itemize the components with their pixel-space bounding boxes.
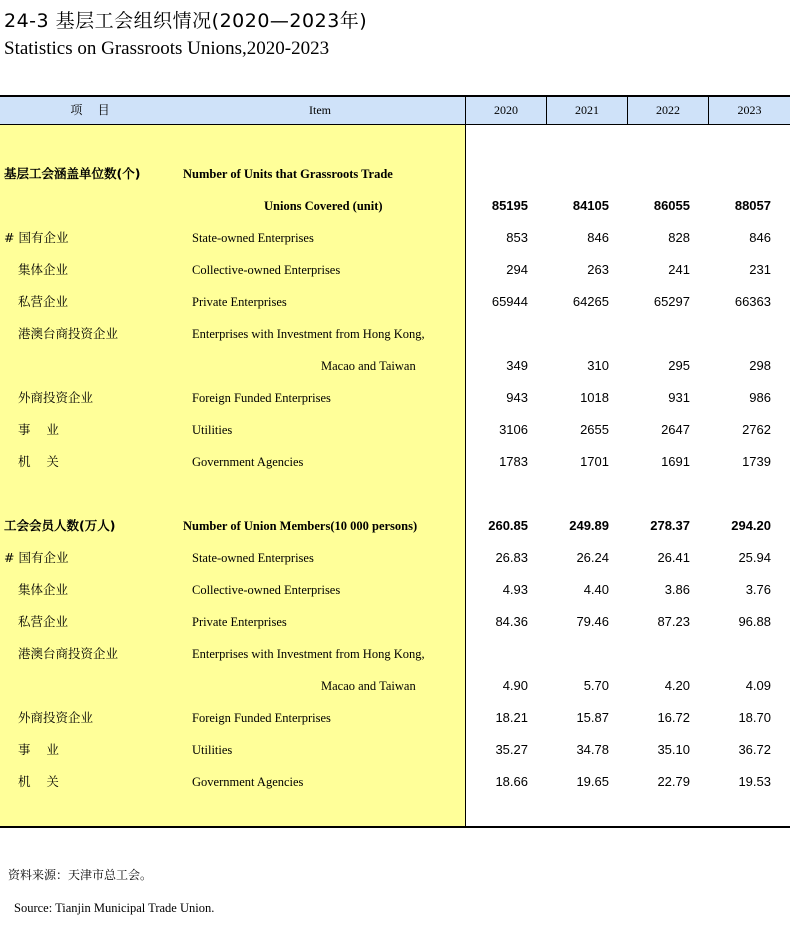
- value-2021: 19.65: [576, 774, 609, 789]
- row-label-cn: # 国有企业: [4, 550, 69, 565]
- value-2020: 853: [506, 230, 528, 245]
- value-2022: 241: [668, 262, 690, 277]
- row-label-cn: # 国有企业: [4, 230, 69, 245]
- units-total-2021: 84105: [572, 198, 609, 213]
- value-2023: 4.09: [745, 678, 771, 693]
- value-2021: 26.24: [576, 550, 609, 565]
- row-label-en: Utilities: [192, 743, 233, 757]
- section-members-en: Number of Union Members(10 000 persons): [183, 519, 418, 533]
- value-2023: 3.76: [745, 582, 771, 597]
- value-2023: 1739: [742, 454, 771, 469]
- value-2022: 16.72: [657, 710, 690, 725]
- row-label-en: Government Agencies: [192, 775, 304, 789]
- header-item-en: Item: [309, 103, 331, 117]
- table-row: [0, 350, 790, 382]
- table-row: [0, 702, 790, 734]
- value-2020: 4.93: [502, 582, 528, 597]
- members-total-2023: 294.20: [731, 518, 771, 533]
- row-label-en-continued: Macao and Taiwan: [321, 679, 416, 693]
- row-label-en-continued: Macao and Taiwan: [321, 359, 416, 373]
- row-label-en: Private Enterprises: [192, 295, 287, 309]
- source-note-en: Source: Tianjin Municipal Trade Union.: [14, 901, 215, 915]
- table-row: [0, 446, 790, 478]
- row-label-cn: 港澳台商投资企业: [18, 646, 119, 661]
- source-note-cn: 资料来源：天津市总工会。: [8, 868, 153, 882]
- value-2022: 22.79: [657, 774, 690, 789]
- section-members-cn: 工会会员人数(万人): [4, 518, 116, 533]
- value-2022: 2647: [661, 422, 690, 437]
- statistics-table: [0, 95, 790, 828]
- value-2023: 66363: [734, 294, 771, 309]
- value-2021: 2655: [580, 422, 609, 437]
- value-2020: 4.90: [502, 678, 528, 693]
- row-label-en: Collective-owned Enterprises: [192, 583, 341, 597]
- value-2020: 1783: [499, 454, 528, 469]
- value-2022: 4.20: [664, 678, 690, 693]
- section-members-total-row: [0, 510, 790, 542]
- value-2020: 943: [506, 390, 528, 405]
- row-label-cn: 机 关: [18, 454, 59, 469]
- units-total-2023: 88057: [734, 198, 771, 213]
- value-2023: 96.88: [738, 614, 771, 629]
- members-total-2020: 260.85: [488, 518, 528, 533]
- value-2022: 26.41: [657, 550, 690, 565]
- row-label-en: State-owned Enterprises: [192, 551, 314, 565]
- table-row: [0, 222, 790, 254]
- value-2022: 931: [668, 390, 690, 405]
- page-title-cn: 24-3 基层工会组织情况(2020—2023年): [4, 10, 368, 32]
- value-2021: 34.78: [576, 742, 609, 757]
- value-2023: 19.53: [738, 774, 771, 789]
- value-2020: 65944: [491, 294, 528, 309]
- value-2021: 15.87: [576, 710, 609, 725]
- header-year-2020: 2020: [465, 97, 546, 124]
- value-2023: 18.70: [738, 710, 771, 725]
- value-2021: 1701: [580, 454, 609, 469]
- table-bottom-rule: [0, 826, 790, 828]
- members-total-2022: 278.37: [650, 518, 690, 533]
- value-2023: 25.94: [738, 550, 771, 565]
- table-row: [0, 766, 790, 798]
- value-2022: 1691: [661, 454, 690, 469]
- row-label-cn: 集体企业: [18, 262, 69, 277]
- section-units-cn: 基层工会涵盖单位数(个): [4, 166, 141, 181]
- table-row: [0, 382, 790, 414]
- row-label-en: State-owned Enterprises: [192, 231, 314, 245]
- value-2023: 986: [749, 390, 771, 405]
- value-2022: 35.10: [657, 742, 690, 757]
- value-2023: 2762: [742, 422, 771, 437]
- table-row: [0, 542, 790, 574]
- page-title-en: Statistics on Grassroots Unions,2020-2023: [4, 38, 330, 59]
- row-label-cn: 事 业: [18, 422, 59, 437]
- value-2020: 18.66: [495, 774, 528, 789]
- table-row: [0, 286, 790, 318]
- value-2022: 3.86: [664, 582, 690, 597]
- row-label-en: Collective-owned Enterprises: [192, 263, 341, 277]
- header-year-2021: 2021: [546, 97, 627, 124]
- row-label-cn: 私营企业: [18, 614, 69, 629]
- value-2023: 36.72: [738, 742, 771, 757]
- row-label-cn: 私营企业: [18, 294, 69, 309]
- value-2022: 87.23: [657, 614, 690, 629]
- table-row: [0, 414, 790, 446]
- value-2021: 64265: [572, 294, 609, 309]
- table-row: [0, 574, 790, 606]
- value-2020: 294: [506, 262, 528, 277]
- table-row: [0, 670, 790, 702]
- header-year-2022: 2022: [627, 97, 708, 124]
- section-units-en-line2: Unions Covered (unit): [264, 199, 383, 213]
- table-row: [0, 254, 790, 286]
- section-units-en-line1: Number of Units that Grassroots Trade: [183, 167, 393, 181]
- row-label-en: Foreign Funded Enterprises: [192, 391, 331, 405]
- row-label-cn: 集体企业: [18, 582, 69, 597]
- members-total-2021: 249.89: [569, 518, 609, 533]
- value-2023: 846: [749, 230, 771, 245]
- value-2022: 828: [668, 230, 690, 245]
- value-2020: 3106: [499, 422, 528, 437]
- row-label-en: Utilities: [192, 423, 233, 437]
- row-label-en: Enterprises with Investment from Hong Kong,: [192, 327, 425, 341]
- header-year-2023: 2023: [708, 97, 790, 124]
- units-total-2022: 86055: [653, 198, 690, 213]
- value-2023: 298: [749, 358, 771, 373]
- row-label-en: Government Agencies: [192, 455, 304, 469]
- row-label-cn: 外商投资企业: [18, 390, 94, 405]
- row-label-cn: 机 关: [18, 774, 59, 789]
- value-2020: 18.21: [495, 710, 528, 725]
- value-2020: 349: [506, 358, 528, 373]
- header-item-cn: 项 目: [70, 103, 110, 117]
- value-2020: 84.36: [495, 614, 528, 629]
- value-2023: 231: [749, 262, 771, 277]
- value-2021: 5.70: [583, 678, 609, 693]
- value-2021: 310: [587, 358, 609, 373]
- value-2020: 26.83: [495, 550, 528, 565]
- section-units-title-row: [0, 158, 790, 190]
- value-2022: 295: [668, 358, 690, 373]
- row-label-cn: 事 业: [18, 742, 59, 757]
- table-row: [0, 734, 790, 766]
- units-total-2020: 85195: [491, 198, 528, 213]
- value-2021: 846: [587, 230, 609, 245]
- value-2021: 4.40: [583, 582, 609, 597]
- value-2021: 1018: [580, 390, 609, 405]
- value-2021: 263: [587, 262, 609, 277]
- value-2020: 35.27: [495, 742, 528, 757]
- value-2021: 79.46: [576, 614, 609, 629]
- value-2022: 65297: [653, 294, 690, 309]
- row-label-en: Private Enterprises: [192, 615, 287, 629]
- row-label-en: Foreign Funded Enterprises: [192, 711, 331, 725]
- row-label-cn: 外商投资企业: [18, 710, 94, 725]
- section-units-total-row: [0, 190, 790, 222]
- row-label-cn: 港澳台商投资企业: [18, 326, 119, 341]
- row-label-en: Enterprises with Investment from Hong Kong,: [192, 647, 425, 661]
- table-header-row: [0, 97, 790, 125]
- table-row: [0, 638, 790, 670]
- table-row: [0, 318, 790, 350]
- table-row: [0, 606, 790, 638]
